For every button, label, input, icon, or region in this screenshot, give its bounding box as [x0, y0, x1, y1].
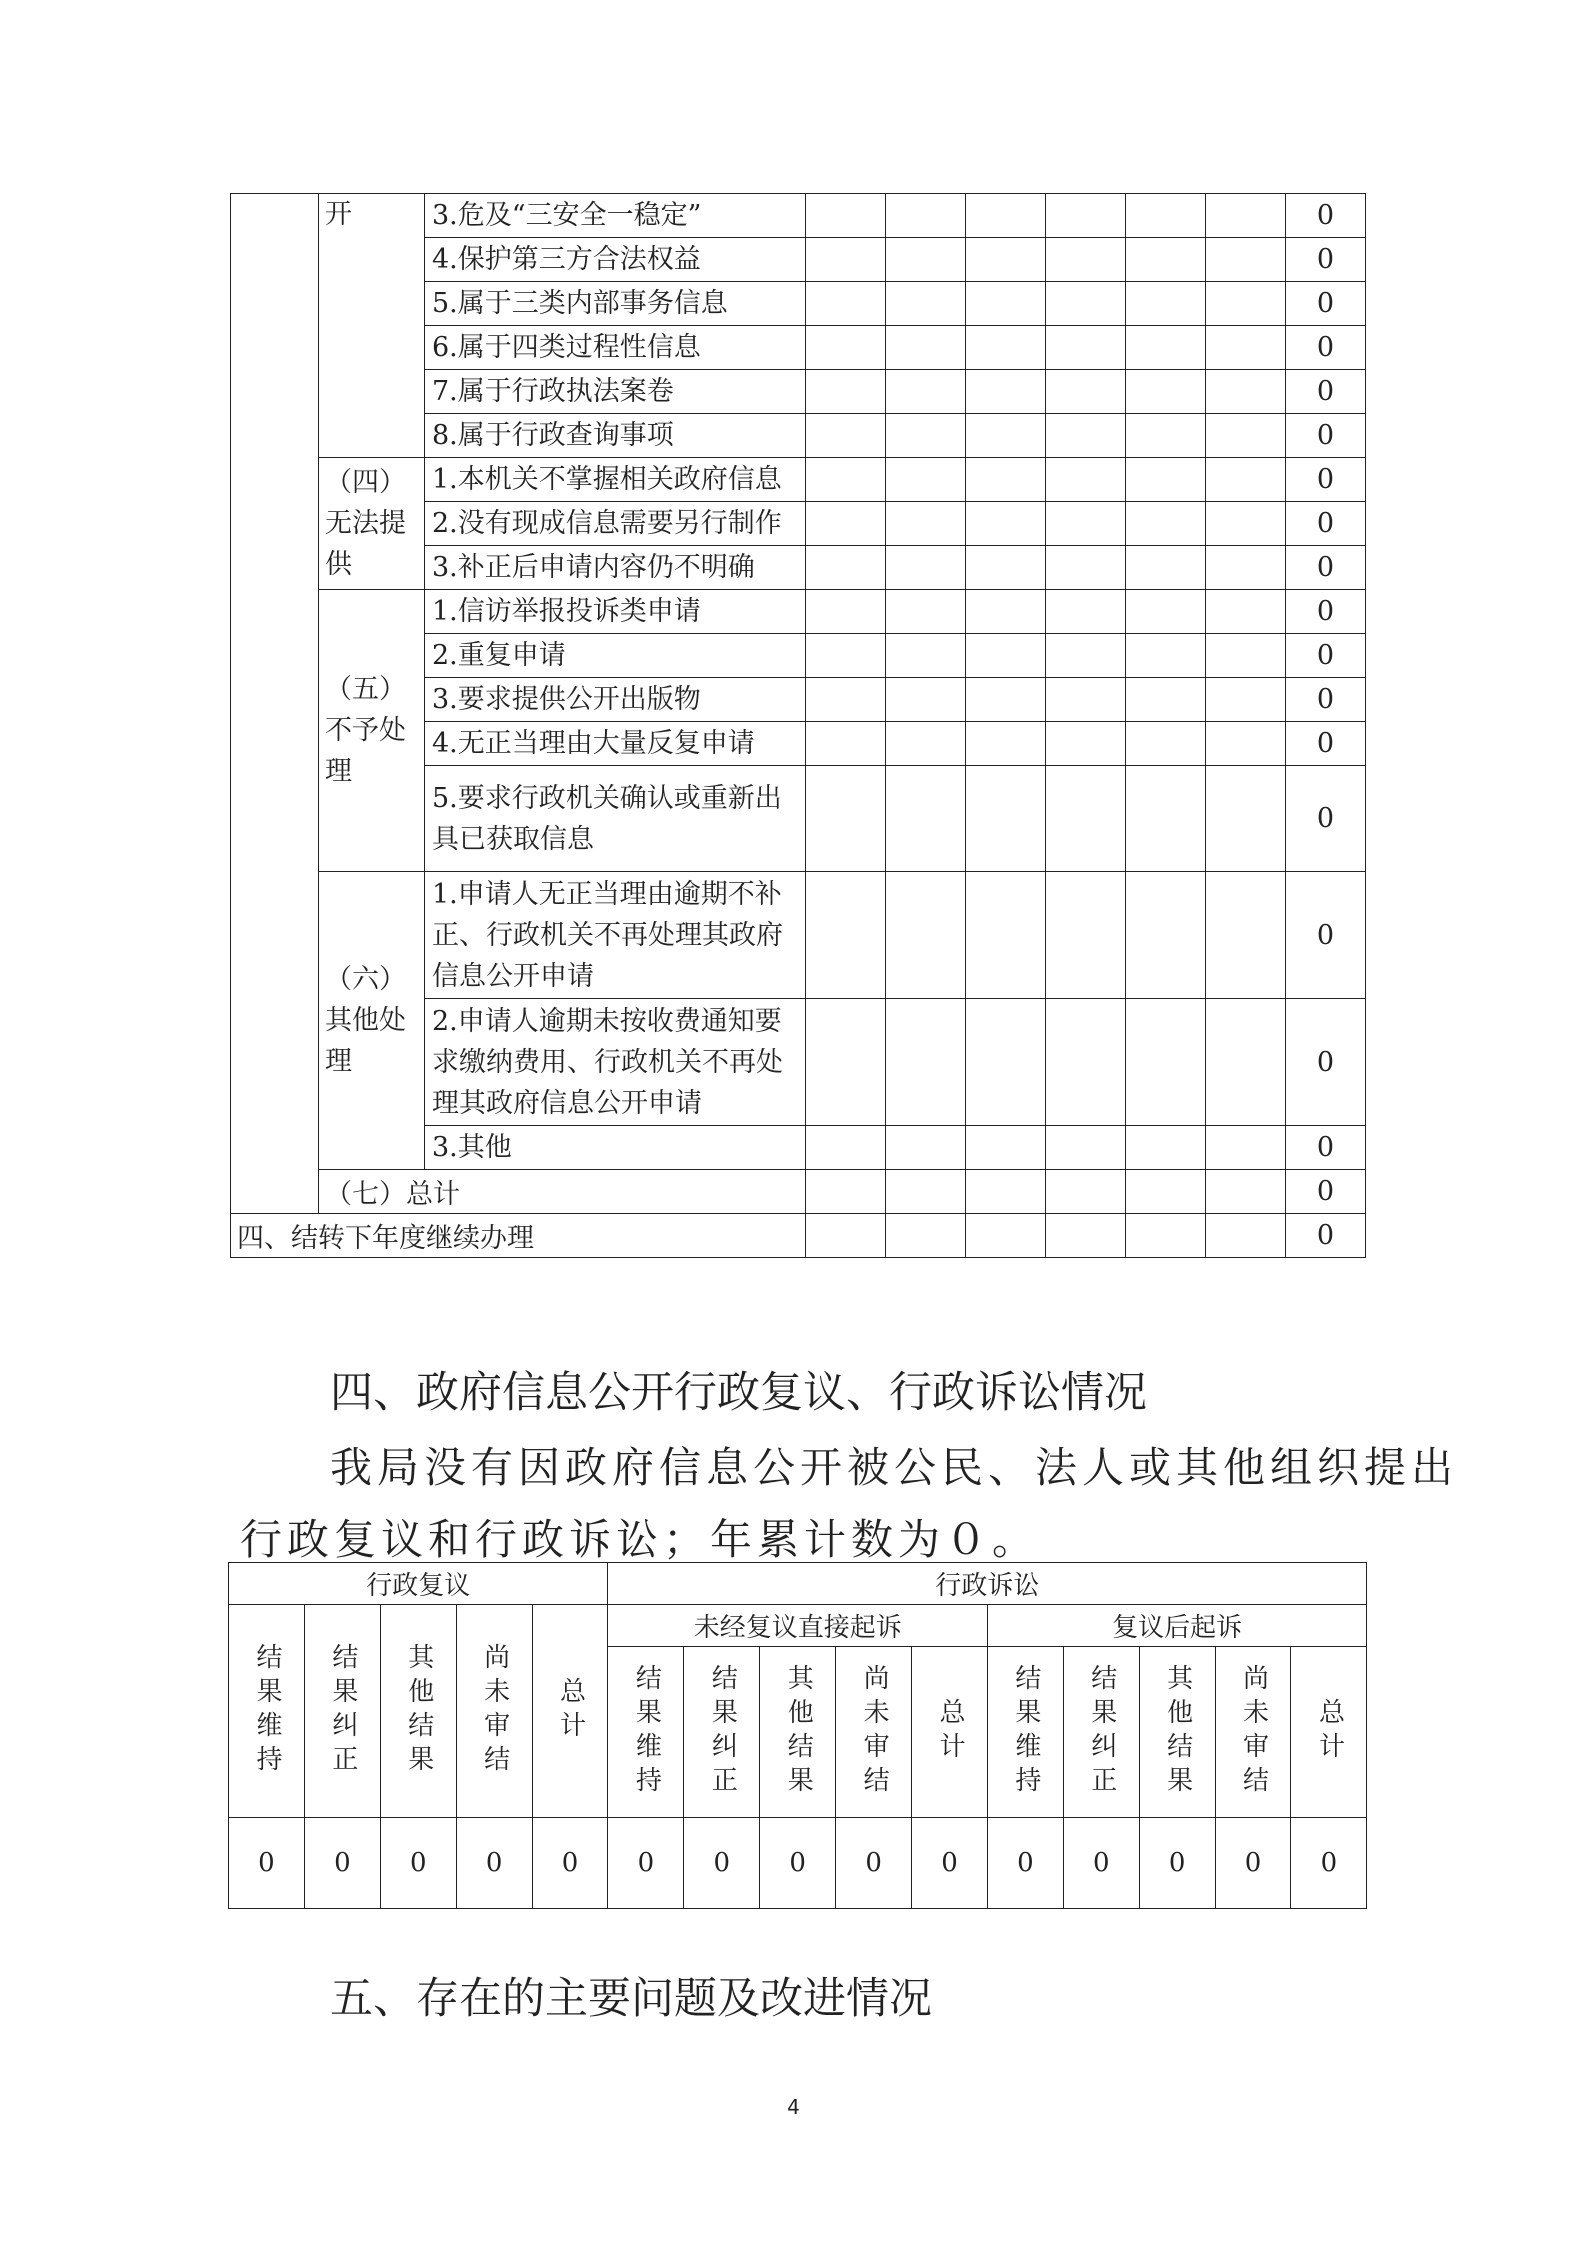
total-cell: 0 — [1286, 414, 1366, 458]
total-cell: 0 — [1286, 502, 1366, 546]
total-cell: 0 — [1286, 872, 1366, 999]
section4-paragraph-line2: 行政复议和行政诉讼；年累计数为０。 — [240, 1515, 1040, 1564]
empty-cell — [806, 590, 886, 634]
section4-heading: 四、政府信息公开行政复议、行政诉讼情况 — [330, 1368, 1147, 1418]
empty-cell — [1046, 326, 1126, 370]
column-header: 结果维持 — [608, 1647, 684, 1818]
empty-cell — [886, 872, 966, 999]
item-label: 1.本机关不掌握相关政府信息 — [425, 458, 806, 502]
empty-cell — [1206, 1170, 1286, 1214]
total-cell: 0 — [1286, 282, 1366, 326]
empty-cell — [806, 458, 886, 502]
empty-cell — [1046, 722, 1126, 766]
empty-cell — [806, 1214, 886, 1258]
value-cell: 0 — [836, 1818, 912, 1909]
empty-cell — [1126, 872, 1206, 999]
value-cell: 0 — [1139, 1818, 1215, 1909]
empty-cell — [1206, 590, 1286, 634]
empty-cell — [1206, 414, 1286, 458]
empty-cell — [886, 999, 966, 1126]
total-cell: 0 — [1286, 238, 1366, 282]
empty-cell — [886, 502, 966, 546]
column-header: 尚未审结 — [456, 1605, 532, 1818]
empty-cell — [966, 502, 1046, 546]
item-label: 3.危及“三安全一稳定” — [425, 194, 806, 238]
empty-cell — [1046, 1170, 1126, 1214]
section4-paragraph-line1: 我局没有因政府信息公开被公民、法人或其他组织提出 — [330, 1443, 1459, 1492]
item-label: 5.要求行政机关确认或重新出具已获取信息 — [425, 766, 806, 872]
empty-cell — [886, 766, 966, 872]
value-cell: 0 — [1063, 1818, 1139, 1909]
empty-cell — [806, 722, 886, 766]
empty-cell — [1126, 722, 1206, 766]
empty-cell — [966, 766, 1046, 872]
empty-cell — [1206, 546, 1286, 590]
empty-cell — [1126, 194, 1206, 238]
item-label: 4.保护第三方合法权益 — [425, 238, 806, 282]
empty-cell — [806, 502, 886, 546]
empty-cell — [966, 678, 1046, 722]
empty-cell — [1126, 238, 1206, 282]
item-label: 2.没有现成信息需要另行制作 — [425, 502, 806, 546]
empty-cell — [1206, 1214, 1286, 1258]
empty-cell — [1206, 678, 1286, 722]
empty-cell — [1126, 999, 1206, 1126]
empty-cell — [1206, 238, 1286, 282]
empty-cell — [1046, 414, 1126, 458]
empty-cell — [1046, 1214, 1126, 1258]
column-header: 其他结果 — [760, 1647, 836, 1818]
empty-cell — [886, 1126, 966, 1170]
empty-cell — [966, 238, 1046, 282]
item-label: 3.补正后申请内容仍不明确 — [425, 546, 806, 590]
subtotal-row — [231, 1170, 1366, 1214]
empty-cell — [886, 722, 966, 766]
empty-cell — [886, 370, 966, 414]
direct-suit-header: 未经复议直接起诉 — [608, 1605, 987, 1647]
empty-cell — [1126, 370, 1206, 414]
empty-cell — [886, 678, 966, 722]
group-label: （四）无法提供 — [319, 458, 425, 590]
total-cell: 0 — [1286, 634, 1366, 678]
empty-cell — [806, 414, 886, 458]
item-label: 8.属于行政查询事项 — [425, 414, 806, 458]
empty-cell — [1206, 766, 1286, 872]
empty-cell — [1206, 194, 1286, 238]
empty-cell — [806, 678, 886, 722]
empty-cell — [1046, 634, 1126, 678]
empty-cell — [1206, 502, 1286, 546]
item-label: 1.信访举报投诉类申请 — [425, 590, 806, 634]
empty-cell — [1206, 634, 1286, 678]
empty-cell — [1046, 238, 1126, 282]
section5-heading: 五、存在的主要问题及改进情况 — [330, 1974, 932, 2024]
total-cell: 0 — [1286, 590, 1366, 634]
carryover-row — [231, 1214, 1366, 1258]
empty-cell — [1126, 326, 1206, 370]
empty-cell — [966, 282, 1046, 326]
total-cell: 0 — [1286, 546, 1366, 590]
category-cell — [231, 194, 319, 1214]
empty-cell — [1126, 1170, 1206, 1214]
empty-cell — [1206, 370, 1286, 414]
value-cell: 0 — [684, 1818, 760, 1909]
column-header: 结果纠正 — [1063, 1647, 1139, 1818]
total-cell: 0 — [1286, 722, 1366, 766]
empty-cell — [1046, 872, 1126, 999]
empty-cell — [806, 194, 886, 238]
empty-cell — [1206, 326, 1286, 370]
item-label: 3.其他 — [425, 1126, 806, 1170]
empty-cell — [966, 590, 1046, 634]
empty-cell — [1046, 282, 1126, 326]
empty-cell — [1206, 999, 1286, 1126]
value-cell: 0 — [229, 1818, 305, 1909]
table-row — [231, 872, 1366, 999]
column-header: 总计 — [532, 1605, 608, 1818]
empty-cell — [886, 1170, 966, 1214]
value-cell: 0 — [1215, 1818, 1291, 1909]
empty-cell — [886, 590, 966, 634]
empty-cell — [966, 634, 1046, 678]
group-label: （六）其他处理 — [319, 872, 425, 1170]
after-review-header: 复议后起诉 — [987, 1605, 1366, 1647]
empty-cell — [966, 546, 1046, 590]
empty-cell — [886, 1214, 966, 1258]
empty-cell — [886, 634, 966, 678]
item-label: 7.属于行政执法案卷 — [425, 370, 806, 414]
empty-cell — [966, 1126, 1046, 1170]
empty-cell — [966, 458, 1046, 502]
total-cell: 0 — [1286, 326, 1366, 370]
empty-cell — [1126, 1214, 1206, 1258]
column-header: 总计 — [912, 1647, 988, 1818]
value-cell: 0 — [304, 1818, 380, 1909]
empty-cell — [1126, 414, 1206, 458]
column-header: 结果维持 — [229, 1605, 305, 1818]
item-label: 2.申请人逾期未按收费通知要求缴纳费用、行政机关不再处理其政府信息公开申请 — [425, 999, 806, 1126]
group-label: （五）不予处理 — [319, 590, 425, 872]
empty-cell — [806, 634, 886, 678]
empty-cell — [1126, 546, 1206, 590]
empty-cell — [1046, 502, 1126, 546]
empty-cell — [806, 872, 886, 999]
empty-cell — [966, 414, 1046, 458]
empty-cell — [966, 999, 1046, 1126]
empty-cell — [1206, 872, 1286, 999]
value-cell: 0 — [987, 1818, 1063, 1909]
empty-cell — [806, 238, 886, 282]
empty-cell — [886, 282, 966, 326]
value-cell: 0 — [1291, 1818, 1367, 1909]
total-cell: 0 — [1286, 1214, 1366, 1258]
empty-cell — [806, 326, 886, 370]
empty-cell — [1046, 590, 1126, 634]
total-cell: 0 — [1286, 678, 1366, 722]
carryover-label: 四、结转下年度继续办理 — [231, 1214, 806, 1258]
empty-cell — [1126, 282, 1206, 326]
group-label: 开 — [319, 194, 425, 458]
review-header: 行政复议 — [229, 1563, 608, 1605]
item-label: 1.申请人无正当理由逾期不补正、行政机关不再处理其政府信息公开申请 — [425, 872, 806, 999]
column-header: 其他结果 — [1139, 1647, 1215, 1818]
column-header: 尚未审结 — [836, 1647, 912, 1818]
empty-cell — [1126, 766, 1206, 872]
empty-cell — [886, 546, 966, 590]
empty-cell — [966, 1214, 1046, 1258]
empty-cell — [1126, 502, 1206, 546]
total-cell: 0 — [1286, 458, 1366, 502]
empty-cell — [1046, 370, 1126, 414]
value-cell: 0 — [456, 1818, 532, 1909]
column-header: 总计 — [1291, 1647, 1367, 1818]
empty-cell — [966, 194, 1046, 238]
empty-cell — [1126, 458, 1206, 502]
empty-cell — [1126, 634, 1206, 678]
empty-cell — [1126, 590, 1206, 634]
disposal-table — [230, 193, 1366, 1258]
total-cell: 0 — [1286, 370, 1366, 414]
column-header: 结果纠正 — [684, 1647, 760, 1818]
total-cell: 0 — [1286, 999, 1366, 1126]
empty-cell — [806, 370, 886, 414]
subtotal-label: （七）总计 — [319, 1170, 806, 1214]
item-label: 3.要求提供公开出版物 — [425, 678, 806, 722]
review-litigation-table — [228, 1562, 1367, 1909]
empty-cell — [1046, 1126, 1126, 1170]
item-label: 5.属于三类内部事务信息 — [425, 282, 806, 326]
value-cell: 0 — [532, 1818, 608, 1909]
empty-cell — [1046, 546, 1126, 590]
column-header: 结果纠正 — [304, 1605, 380, 1818]
table-row — [231, 590, 1366, 634]
empty-cell — [886, 458, 966, 502]
value-cell: 0 — [760, 1818, 836, 1909]
empty-cell — [1046, 194, 1126, 238]
empty-cell — [966, 722, 1046, 766]
item-label: 6.属于四类过程性信息 — [425, 326, 806, 370]
empty-cell — [806, 546, 886, 590]
total-cell: 0 — [1286, 1170, 1366, 1214]
empty-cell — [1046, 766, 1126, 872]
empty-cell — [886, 414, 966, 458]
page-number: 4 — [787, 2095, 800, 2119]
empty-cell — [806, 1170, 886, 1214]
value-cell: 0 — [380, 1818, 456, 1909]
table-row — [231, 458, 1366, 502]
column-header: 其他结果 — [380, 1605, 456, 1818]
empty-cell — [1206, 458, 1286, 502]
empty-cell — [806, 1126, 886, 1170]
empty-cell — [1126, 678, 1206, 722]
total-cell: 0 — [1286, 1126, 1366, 1170]
empty-cell — [966, 370, 1046, 414]
empty-cell — [966, 326, 1046, 370]
empty-cell — [1206, 1126, 1286, 1170]
empty-cell — [966, 872, 1046, 999]
empty-cell — [806, 282, 886, 326]
total-cell: 0 — [1286, 766, 1366, 872]
empty-cell — [1046, 999, 1126, 1126]
column-header: 结果维持 — [987, 1647, 1063, 1818]
total-cell: 0 — [1286, 194, 1366, 238]
empty-cell — [806, 999, 886, 1126]
empty-cell — [966, 1170, 1046, 1214]
item-label: 2.重复申请 — [425, 634, 806, 678]
value-cell: 0 — [608, 1818, 684, 1909]
empty-cell — [886, 326, 966, 370]
empty-cell — [1206, 722, 1286, 766]
item-label: 4.无正当理由大量反复申请 — [425, 722, 806, 766]
empty-cell — [806, 766, 886, 872]
empty-cell — [1126, 1126, 1206, 1170]
litigation-header: 行政诉讼 — [608, 1563, 1367, 1605]
column-header: 尚未审结 — [1215, 1647, 1291, 1818]
empty-cell — [886, 238, 966, 282]
empty-cell — [1046, 458, 1126, 502]
table-row — [231, 194, 1366, 238]
value-cell: 0 — [912, 1818, 988, 1909]
empty-cell — [886, 194, 966, 238]
empty-cell — [1046, 678, 1126, 722]
empty-cell — [1206, 282, 1286, 326]
